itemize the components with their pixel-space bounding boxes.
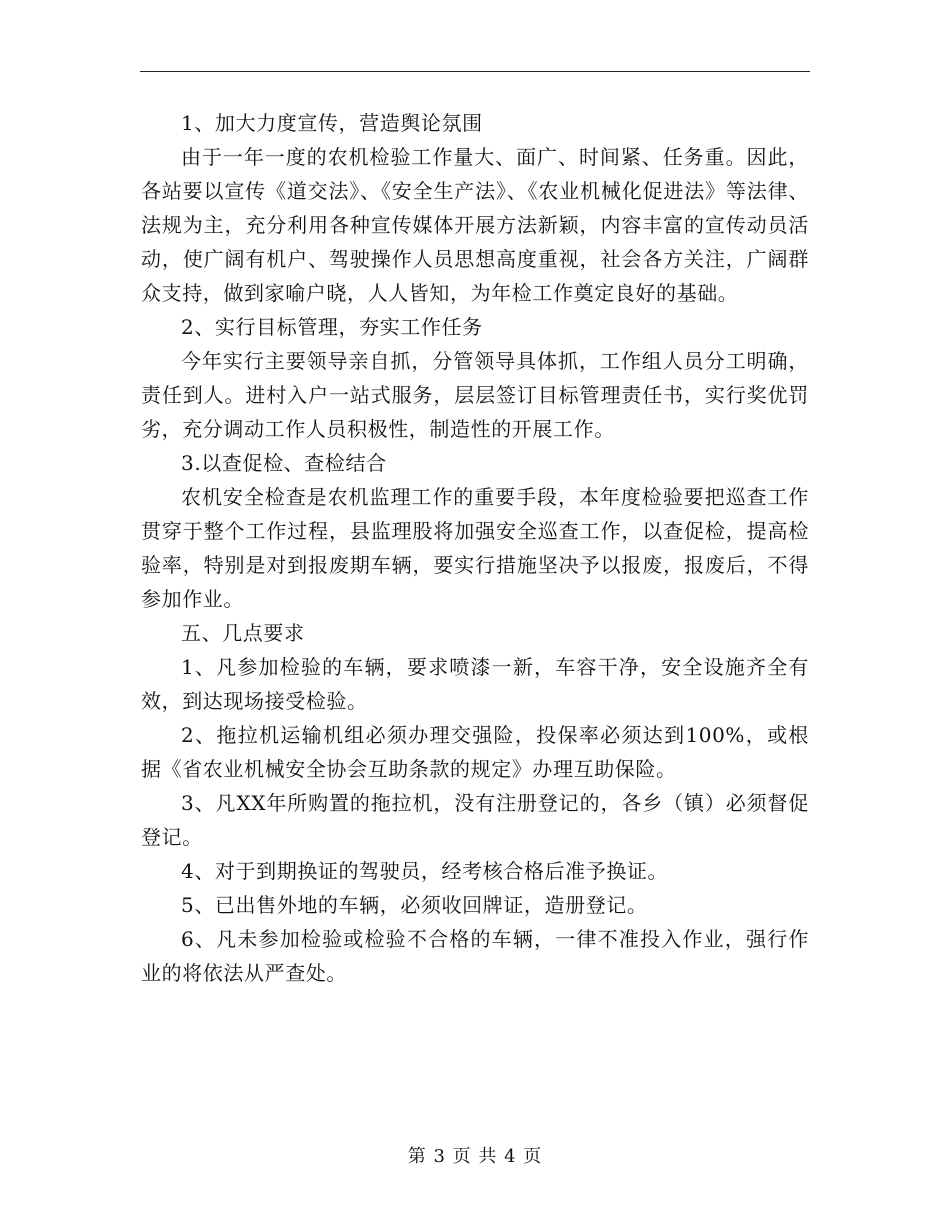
section-heading-target-management: 2、实行目标管理，夯实工作任务 — [181, 315, 483, 339]
page-footer — [0, 1145, 950, 1169]
requirement-item-3: 3、凡XX年所购置的拖拉机，没有注册登记的，各乡（镇）必须督促登记。 — [141, 791, 809, 849]
requirement-item-1: 1、凡参加检验的车辆，要求喷漆一新，车容干净，安全设施齐全有效，到达现场接受检验。 — [141, 655, 809, 713]
section-heading-requirements: 五、几点要求 — [181, 621, 305, 645]
header-rule — [140, 71, 810, 72]
paragraph-target-management: 今年实行主要领导亲自抓，分管领导具体抓，工作组人员分工明确，责任到人。进村入户一站式服务，层层签订目标管理责任书，实行奖优罚劣，充分调动工作人员积极性，制造性的开展工作。 — [141, 349, 809, 441]
paragraph-inspection: 农机安全检查是农机监理工作的重要手段，本年度检验要把巡查工作贯穿于整个工作过程，县监理股将加强安全巡查工作，以查促检，提高检验率，特别是对到报废期车辆，要实行措施坚决予以报废，报废后，不得参加作业。 — [141, 485, 809, 611]
document-body — [141, 106, 809, 990]
section-heading-publicity: 1、加大力度宣传，营造舆论氛围 — [181, 111, 483, 135]
requirement-item-5: 5、已出售外地的车辆，必须收回牌证，造册登记。 — [181, 893, 648, 917]
page-number: 第 3 页 共 4 页 — [407, 1146, 543, 1167]
section-heading-inspection: 3.以查促检、查检结合 — [181, 451, 387, 475]
paragraph-publicity: 由于一年一度的农机检验工作量大、面广、时间紧、任务重。因此，各站要以宣传《道交法》、《安全生产法》、《农业机械化促进法》等法律、法规为主，充分利用各种宣传媒体开展方法新颖，内容丰富的宣传动员活动，使广阔有机户、驾驶操作人员思想高度重视，社会各方关注，广阔群众支持，做到家喻户晓，人人皆知，为年检工作奠定良好的基础。 — [141, 145, 809, 305]
requirement-item-2: 2、拖拉机运输机组必须办理交强险，投保率必须达到100%，或根据《省农业机械安全协会互助条款的规定》办理互助保险。 — [141, 723, 809, 781]
requirement-item-6: 6、凡未参加检验或检验不合格的车辆，一律不准投入作业，强行作业的将依法从严查处。 — [141, 927, 809, 985]
requirement-item-4: 4、对于到期换证的驾驶员，经考核合格后准予换证。 — [181, 859, 669, 883]
